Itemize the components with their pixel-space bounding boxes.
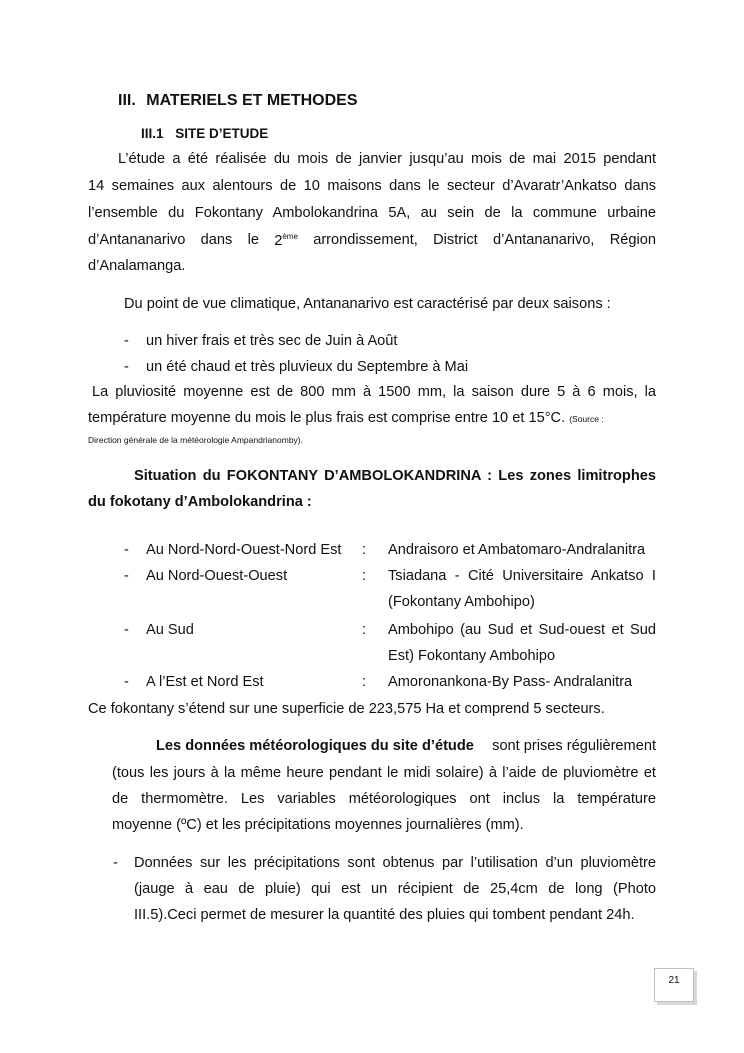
para1-line5: d’Analamanga. [88,258,186,274]
meteo-line2: (tous les jours à la même heure pendant le midi solaire) à l’aide de pluviomètre et [112,765,656,781]
boundary-bullet-2: - [124,568,129,584]
subsection-number: III.1 [141,126,164,141]
para1-l4-a: d’Antananarivo [88,232,186,248]
precip-line1: Données sur les précipitations sont obtenus par l’utilisation d’un pluviomètre [134,855,656,871]
situation-line1: Situation du FOKONTANY D’AMBOLOKANDRINA : Les zones limitrophes [134,468,656,484]
section-heading [118,92,358,110]
section-number: III. [118,92,136,109]
meteo-line1-rest: sont prises régulièrement [492,738,656,754]
precip-line2: (jauge à eau de pluie) qui est un récipient de 25,4cm de long (Photo [134,881,656,897]
page-number-box [654,968,694,1002]
boundary-sep-1: : [362,542,367,558]
boundary-dir-1: Au Nord-Nord-Ouest-Nord Est [146,542,342,558]
para1-line2: 14 semaines aux alentours de 10 maisons dans le secteur d’Avaratr’Ankatso dans [88,178,656,194]
meteo-line1 [156,738,656,754]
boundary-sep-4: : [362,674,367,690]
meteo-line3: de thermomètre. Les variables météorologiques ont inclus la température [112,791,656,807]
page-number: 21 [668,975,680,986]
para1-line1: L’étude a été réalisée du mois de janvier jusqu’au mois de mai 2015 pendant [118,151,656,167]
boundary-value-3: Ambohipo (au Sud et Sud-ouest et Sud [388,622,656,638]
para1-l4-g: d’Antananarivo, [493,232,595,248]
subsection-title: SITE D’ETUDE [175,126,269,141]
season-item-1: un hiver frais et très sec de Juin à Août [146,333,398,349]
situation-line2: du fokotany d’Ambolokandrina : [88,494,312,510]
subsection-heading [141,126,268,141]
season-bullet-2: - [124,359,129,375]
para1-line4 [88,232,656,249]
season-bullet-1: - [124,333,129,349]
para1-l4-e: arrondissement, [313,232,418,248]
boundary-value-2b: (Fokontany Ambohipo) [388,594,535,610]
precip-bullet: - [113,855,118,871]
para1-l4-c: le [247,232,259,248]
area-text: Ce fokontany s’étend sur une superficie de 223,575 Ha et comprend 5 secteurs. [88,701,605,717]
rain-line2-text: température moyenne du mois le plus frais est comprise entre 10 et 15°C. [88,410,566,426]
section-title: MATERIELS ET METHODES [146,92,358,109]
precip-line3: III.5).Ceci permet de mesurer la quantité des pluies qui tombent pendant 24h. [134,907,635,923]
boundary-dir-3: Au Sud [146,622,194,638]
boundary-sep-3: : [362,622,367,638]
rain-source-b: Direction générale de la météorologie Ampandrianomby). [88,435,303,445]
para1-l4-b: dans [200,232,233,248]
para1-l4-h: Région [609,232,656,248]
rain-source-a: (Source : [569,414,604,424]
boundary-bullet-1: - [124,542,129,558]
boundary-bullet-4: - [124,674,129,690]
boundary-value-2: Tsiadana - Cité Universitaire Ankatso I [388,568,656,584]
meteo-line4: moyenne (ºC) et les précipitations moyennes journalières (mm). [112,817,524,833]
para1-l4-sup: ème [282,232,298,241]
boundary-value-4: Amoronankona-By Pass- Andralanitra [388,674,633,690]
para1-line3: l’ensemble du Fokontany Ambolokandrina 5A, au sein de la commune urbaine [88,205,656,221]
boundary-value-3b: Est) Fokontany Ambohipo [388,648,556,664]
boundary-dir-4: A l’Est et Nord Est [146,674,264,690]
boundary-sep-2: : [362,568,367,584]
para1-l4-d: 2 [274,233,283,249]
para1-l4-f: District [433,232,478,248]
para1-l4-ordinal [274,232,298,249]
rain-line1: La pluviosité moyenne est de 800 mm à 1500 mm, la saison dure 5 à 6 mois, la [92,384,656,400]
climate-intro: Du point de vue climatique, Antananarivo est caractérisé par deux saisons : [124,296,611,312]
boundary-bullet-3: - [124,622,129,638]
rain-line2 [88,410,604,426]
boundary-value-1: Andraisoro et Ambatomaro-Andralanitra [388,542,646,558]
season-item-2: un été chaud et très pluvieux du Septembre à Mai [146,359,469,375]
meteo-bold: Les données météorologiques du site d’étude [156,738,474,754]
boundary-dir-2: Au Nord-Ouest-Ouest [146,568,288,584]
